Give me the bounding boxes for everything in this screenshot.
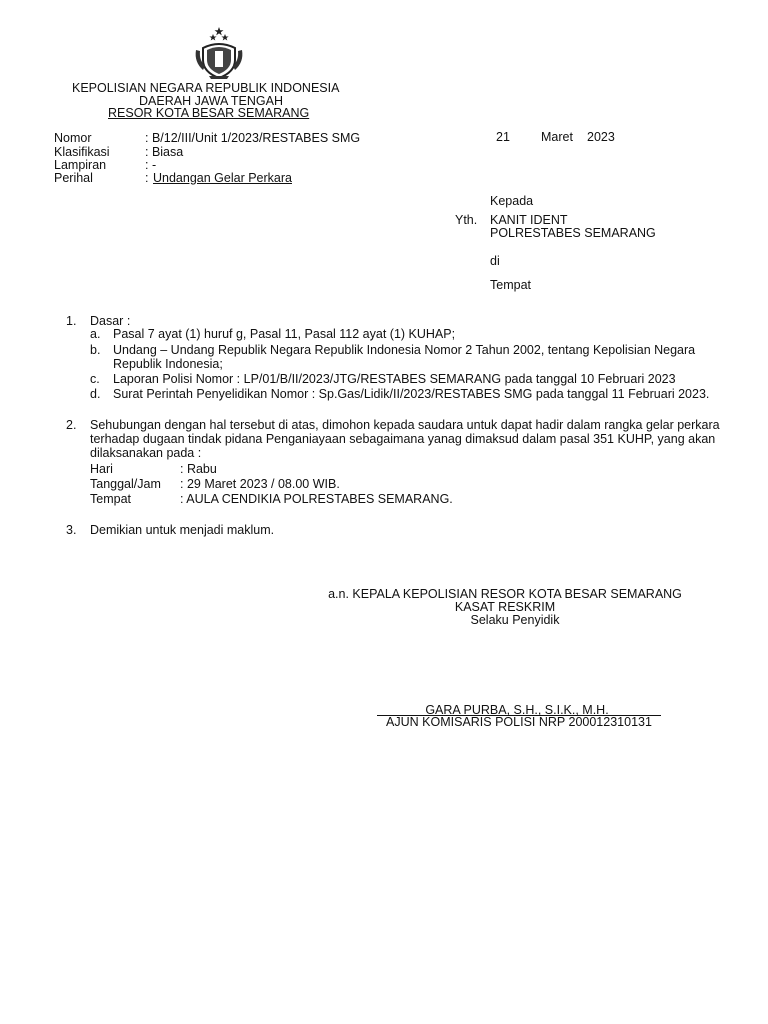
header-line-2: DAERAH JAWA TENGAH xyxy=(139,94,284,108)
recipient-line-2: POLRESTABES SEMARANG xyxy=(490,226,656,240)
item-c-letter: c. xyxy=(90,372,100,386)
tanggal-label: Tanggal/Jam xyxy=(90,477,161,491)
signature-line-3: Selaku Penyidik xyxy=(470,613,560,627)
lampiran-label: Lampiran xyxy=(54,158,107,172)
p3-number: 3. xyxy=(66,523,77,537)
signatory-name: GARA PURBA, S.H., S.I.K., M.H. xyxy=(425,703,609,717)
signature-line-2: KASAT RESKRIM xyxy=(454,600,556,614)
police-emblem-logo xyxy=(193,26,245,80)
p1-title: Dasar : xyxy=(90,314,131,328)
item-b-text-2: Republik Indonesia; xyxy=(113,357,223,371)
item-c-text: Laporan Polisi Nomor : LP/01/B/II/2023/JTG/RESTABES SEMARANG pada tanggal 10 Februari 2023 xyxy=(113,372,676,386)
perihal-value: Undangan Gelar Perkara xyxy=(153,171,292,185)
p2-line-1: Sehubungan dengan hal tersebut di atas, dimohon kepada saudara untuk dapat hadir dalam rangka gelar perkara xyxy=(90,418,720,432)
lampiran-value: : - xyxy=(145,158,157,172)
recipient-line-1: KANIT IDENT xyxy=(490,213,568,227)
tempat-label: Tempat xyxy=(90,492,131,506)
date-day: 21 xyxy=(496,130,510,144)
hari-value: : Rabu xyxy=(180,462,217,476)
header-line-1: KEPOLISIAN NEGARA REPUBLIK INDONESIA xyxy=(72,81,340,95)
item-b-text-1: Undang – Undang Republik Negara Republik Indonesia Nomor 2 Tahun 2002, tentang Kepolisian Negara xyxy=(113,343,696,357)
tanggal-value: : 29 Maret 2023 / 08.00 WIB. xyxy=(180,477,340,491)
nomor-label: Nomor xyxy=(54,131,92,145)
tempat-value: : AULA CENDIKIA POLRESTABES SEMARANG. xyxy=(180,492,453,506)
perihal-colon: : xyxy=(145,171,149,185)
recipient-tempat: Tempat xyxy=(490,278,531,292)
item-a-letter: a. xyxy=(90,327,101,341)
signatory-rank: AJUN KOMISARIS POLISI NRP 200012310131 xyxy=(386,715,652,729)
p1-number: 1. xyxy=(66,314,77,328)
p2-line-2: terhadap dugaan tindak pidana Penganiayaan sebagaimana yanag dimaksud dalam pasal 351 KUHP, yang akan xyxy=(90,432,716,446)
recipient-yth: Yth. xyxy=(455,213,478,227)
date-year: 2023 xyxy=(587,130,615,144)
hari-label: Hari xyxy=(90,462,113,476)
klasifikasi-label: Klasifikasi xyxy=(54,145,110,159)
signature-line-1: a.n. KEPALA KEPOLISIAN RESOR KOTA BESAR SEMARANG xyxy=(328,587,682,601)
item-d-text: Surat Perintah Penyelidikan Nomor : Sp.Gas/Lidik/II/2023/RESTABES SMG pada tanggal 11 Februari 2023. xyxy=(113,387,710,401)
item-d-letter: d. xyxy=(90,387,101,401)
nomor-value: : B/12/III/Unit 1/2023/RESTABES SMG xyxy=(145,131,361,145)
p3-text: Demikian untuk menjadi maklum. xyxy=(90,523,275,537)
header-line-3: RESOR KOTA BESAR SEMARANG xyxy=(108,106,310,120)
recipient-kepada: Kepada xyxy=(490,194,534,208)
item-b-letter: b. xyxy=(90,343,101,357)
p2-number: 2. xyxy=(66,418,77,432)
date-month: Maret xyxy=(541,130,573,144)
klasifikasi-value: : Biasa xyxy=(145,145,184,159)
item-a-text: Pasal 7 ayat (1) huruf g, Pasal 11, Pasal 112 ayat (1) KUHAP; xyxy=(113,327,456,341)
p2-line-3: dilaksanakan pada : xyxy=(90,446,202,460)
recipient-di: di xyxy=(490,254,500,268)
perihal-label: Perihal xyxy=(54,171,93,185)
